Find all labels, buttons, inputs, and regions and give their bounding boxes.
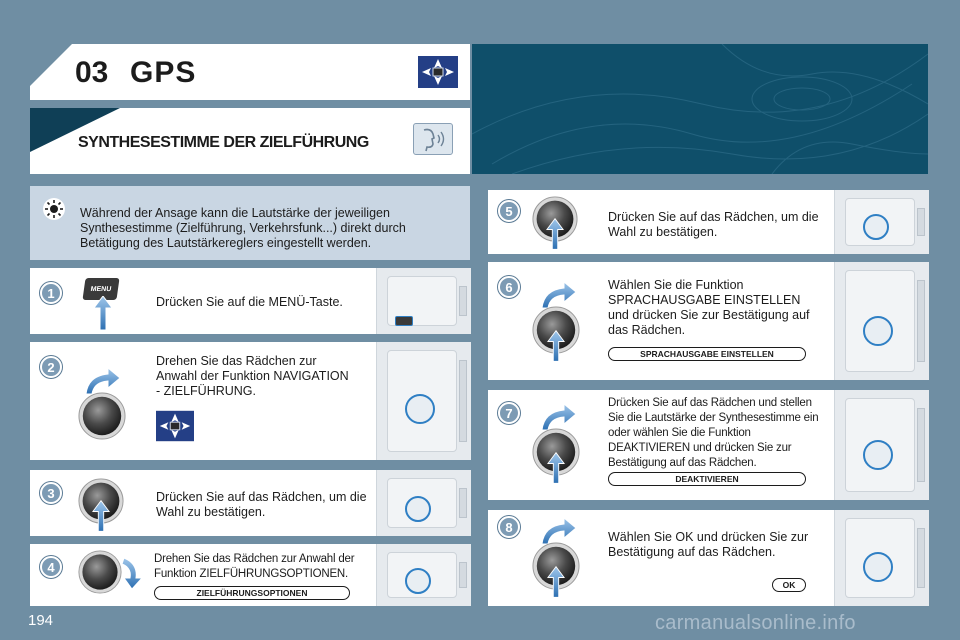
step-text-3: Drücken Sie auf das Rädchen, um die Wahl zu bestätigen. <box>156 490 367 519</box>
section-title: SYNTHESESTIMME DER ZIELFÜHRUNG <box>78 134 369 151</box>
gps-icon <box>156 410 194 442</box>
push-arrow-icon <box>547 330 565 362</box>
step-badge-3: 3 <box>40 482 62 504</box>
decorative-map-panel <box>472 44 928 174</box>
radio-unit-icon <box>834 262 929 380</box>
tip-text: Während der Ansage kann die Lautstärke der jeweiligen Synthesestimme (Zielführung, Verkehrsfunk...) direkt durch Betätigung des Lautstärkereglers eingestellt werden. <box>80 206 406 250</box>
radio-unit-icon <box>834 510 929 606</box>
radio-unit-icon <box>834 390 929 500</box>
radio-unit-icon <box>376 342 471 460</box>
sun-tip-icon <box>42 197 66 221</box>
step-badge-2: 2 <box>40 356 62 378</box>
step-text-7: Drücken Sie auf das Rädchen und stellen Sie die Lautstärke der Synthesestimme ein oder wählen Sie die Funktion DEAKTIVIEREN und drücken Sie zur Bestätigung auf das Rädchen. <box>608 397 819 469</box>
step-text-2: Drehen Sie das Rädchen zur Anwahl der Funktion NAVIGATION - ZIELFÜHRUNG. <box>156 354 349 398</box>
page-number: 194 <box>28 612 54 629</box>
radio-unit-icon <box>376 470 471 536</box>
step-text-5: Drücken Sie auf das Rädchen, um die Wahl zu bestätigen. <box>608 210 819 239</box>
voice-synthesis-icon <box>413 123 453 155</box>
step-text-6: Wählen Sie die Funktion SPRACHAUSGABE EINSTELLEN und drücken Sie zur Bestätigung auf das Rädchen. <box>608 278 810 337</box>
rotary-knob-icon <box>78 392 126 440</box>
step-text-1: Drücken Sie auf die MENÜ-Taste. <box>156 295 343 309</box>
chapter-number: 03 <box>75 56 109 89</box>
rotate-arrow-icon <box>120 556 148 590</box>
radio-unit-icon <box>376 544 471 606</box>
push-arrow-icon <box>547 452 565 484</box>
option-pill-4: ZIELFÜHRUNGSOPTIONEN <box>154 586 350 600</box>
menu-button-icon: MENU <box>82 278 119 300</box>
option-pill-7: DEAKTIVIEREN <box>608 472 806 486</box>
option-pill-8: OK <box>772 578 806 592</box>
chapter-title: GPS <box>130 56 197 89</box>
push-arrow-icon <box>93 296 113 330</box>
watermark: carmanualsonline.info <box>655 612 856 634</box>
push-arrow-icon <box>546 218 564 250</box>
rotary-knob-icon <box>78 550 122 594</box>
option-pill-6: SPRACHAUSGABE EINSTELLEN <box>608 347 806 361</box>
step-badge-6: 6 <box>498 276 520 298</box>
gps-icon <box>418 56 458 88</box>
step-badge-5: 5 <box>498 200 520 222</box>
step-badge-7: 7 <box>498 402 520 424</box>
step-badge-8: 8 <box>498 516 520 538</box>
step-text-8: Wählen Sie OK und drücken Sie zur Bestätigung auf das Rädchen. <box>608 530 809 559</box>
radio-unit-icon <box>376 268 471 334</box>
step-badge-4: 4 <box>40 556 62 578</box>
push-arrow-icon <box>92 500 110 532</box>
push-arrow-icon <box>547 566 565 598</box>
step-badge-1: 1 <box>40 282 62 304</box>
step-text-4: Drehen Sie das Rädchen zur Anwahl der Funktion ZIELFÜHRUNGSOPTIONEN. <box>154 553 355 580</box>
radio-unit-icon <box>834 190 929 254</box>
